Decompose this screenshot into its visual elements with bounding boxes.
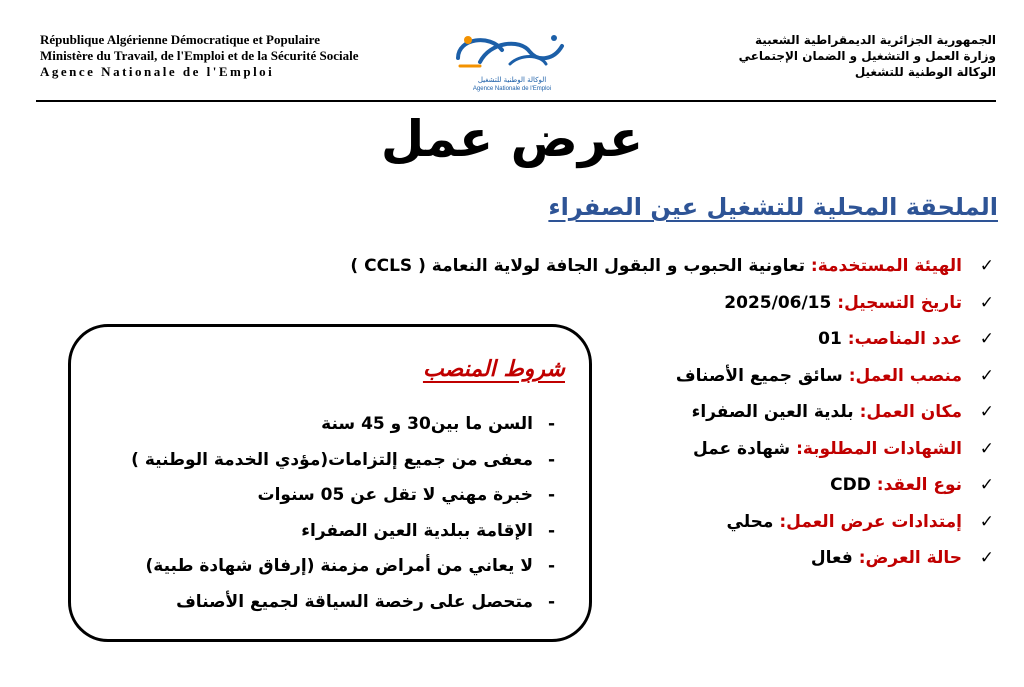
detail-value: تعاونية الحبوب و البقول الجافة لولاية النعامة ( CCLS ) xyxy=(350,256,805,276)
condition-text: معفى من جميع إلتزامات(مؤدي الخدمة الوطنية ) xyxy=(131,449,533,470)
bullet-dash: - xyxy=(547,591,555,612)
detail-label: مكان العمل: xyxy=(859,402,962,422)
condition-text: الإقامة ببلدية العين الصفراء xyxy=(301,520,533,541)
header-ar-agency: الوكالة الوطنية للتشغيل xyxy=(854,65,996,79)
detail-label: عدد المناصب: xyxy=(847,329,962,349)
condition-text: خبرة مهني لا تقل عن 05 سنوات xyxy=(257,485,533,505)
check-icon: ✓ xyxy=(979,256,994,276)
agency-name: الملحقة المحلية للتشغيل عين الصفراء xyxy=(548,193,998,221)
conditions-title: شروط المنصب xyxy=(422,357,565,382)
detail-value: فعال xyxy=(810,548,853,568)
header-fr-ministry: Ministère du Travail, de l'Emploi et de la Sécurité Sociale xyxy=(40,48,359,63)
detail-label: الهيئة المستخدمة: xyxy=(810,256,962,276)
check-icon: ✓ xyxy=(979,548,994,568)
detail-label: منصب العمل: xyxy=(848,365,962,386)
check-icon: ✓ xyxy=(979,292,994,313)
condition-item xyxy=(131,551,555,587)
header-arabic xyxy=(739,32,996,80)
condition-text: متحصل على رخصة السياقة لجميع الأصناف xyxy=(176,591,533,612)
check-icon: ✓ xyxy=(979,329,994,349)
logo-french-caption: Agence Nationale de l'Emploi xyxy=(472,86,552,92)
condition-item xyxy=(131,480,555,516)
detail-label: تاريخ التسجيل: xyxy=(837,292,962,313)
header-fr-republic: République Algérienne Démocratique et Populaire xyxy=(40,32,320,47)
header-ar-ministry: وزارة العمل و التشغيل و الضمان الإجتماعي xyxy=(738,49,996,63)
anem-logo-icon xyxy=(450,28,574,76)
condition-item xyxy=(131,409,555,445)
detail-value: 2025/06/15 xyxy=(724,292,832,313)
detail-label: حالة العرض: xyxy=(858,548,962,568)
condition-item xyxy=(131,516,555,552)
header-divider xyxy=(36,100,996,102)
check-icon: ✓ xyxy=(979,511,994,532)
detail-employer xyxy=(274,251,994,288)
header-ar-republic: الجمهورية الجزائرية الديمقراطية الشعبية xyxy=(754,33,996,47)
bullet-dash: - xyxy=(547,520,555,541)
detail-value: شهادة عمل xyxy=(692,438,791,459)
header-french xyxy=(40,32,358,80)
condition-text: السن ما بين30 و 45 سنة xyxy=(321,414,533,434)
detail-value: محلي xyxy=(726,511,774,532)
condition-item xyxy=(131,587,555,623)
detail-label: الشهادات المطلوبة: xyxy=(796,438,962,459)
bullet-dash: - xyxy=(547,449,555,470)
detail-registration-date xyxy=(274,288,994,325)
anem-logo xyxy=(450,28,574,98)
check-icon: ✓ xyxy=(979,402,994,422)
bullet-dash: - xyxy=(547,485,555,505)
condition-item xyxy=(131,445,555,481)
detail-value: بلدية العين الصفراء xyxy=(691,402,854,422)
conditions-box xyxy=(68,324,592,642)
detail-label: إمتدادات عرض العمل: xyxy=(779,511,962,532)
bullet-dash: - xyxy=(547,556,555,576)
detail-value: سائق جميع الأصناف xyxy=(675,365,843,386)
header-fr-agency: Agence Nationale de l'Emploi xyxy=(40,64,275,79)
logo-arabic-caption: الوكالة الوطنية للتشغيل xyxy=(477,76,547,84)
detail-label: نوع العقد: xyxy=(876,475,962,495)
conditions-list xyxy=(131,409,555,622)
check-icon: ✓ xyxy=(979,365,994,386)
condition-text: لا يعاني من أمراض مزمنة (إرفاق شهادة طبية) xyxy=(145,556,533,576)
check-icon: ✓ xyxy=(979,475,994,495)
check-icon: ✓ xyxy=(979,438,994,459)
detail-value: 01 xyxy=(818,329,842,349)
detail-value: CDD xyxy=(830,475,871,495)
bullet-dash: - xyxy=(547,414,555,434)
page-title: عرض عمل xyxy=(380,110,644,168)
